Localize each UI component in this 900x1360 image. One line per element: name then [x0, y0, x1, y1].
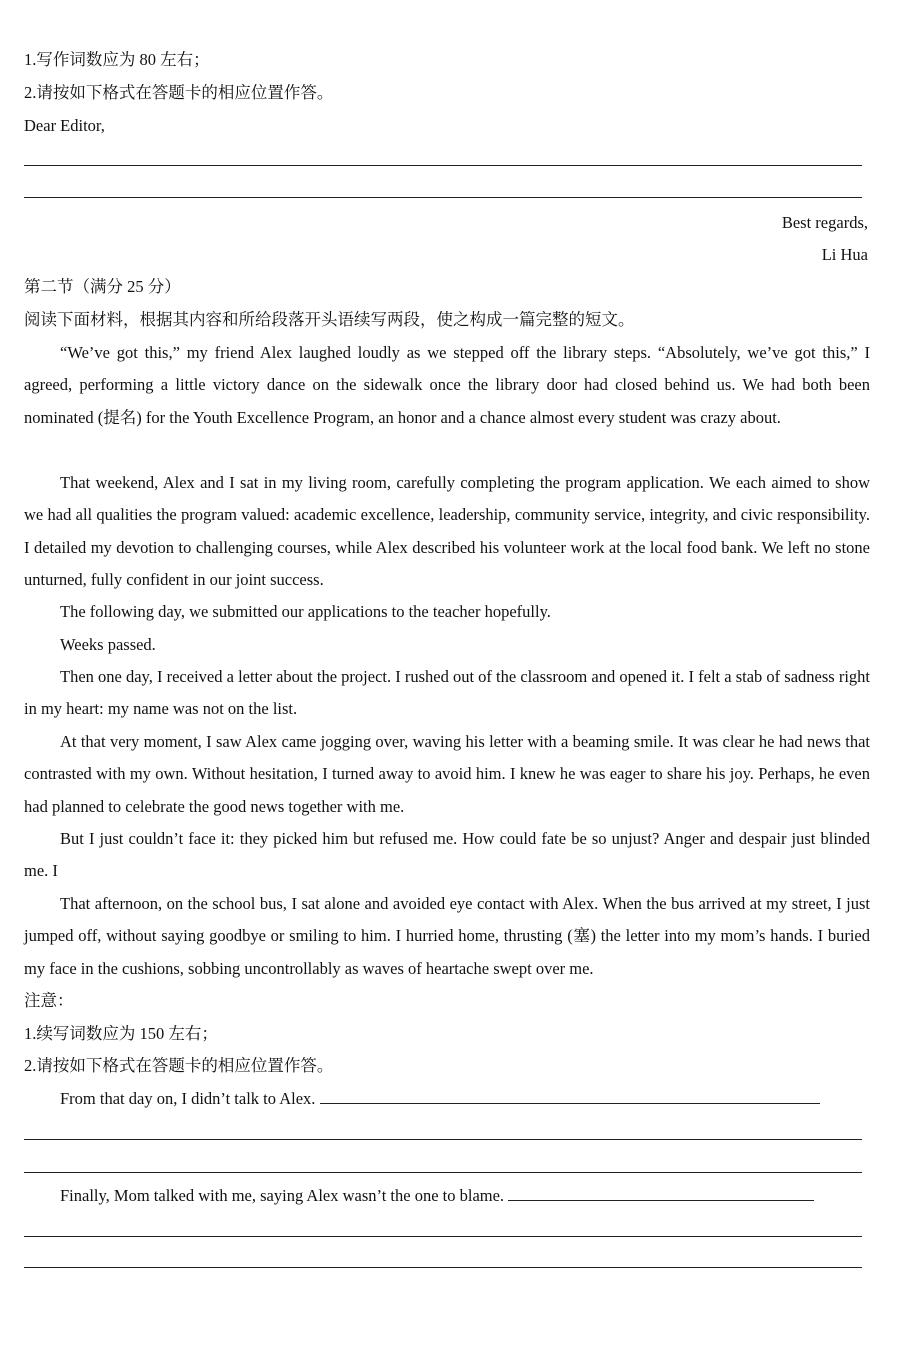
prompt-text: From that day on, I didn’t talk to Alex. [60, 1089, 316, 1108]
notice-word-count: 1.续写词数应为 150 左右； [24, 1024, 218, 1043]
answer-blank[interactable] [508, 1186, 814, 1201]
section-instruction: 阅读下面材料，根据其内容和所给段落开头语续写两段，使之构成一篇完整的短文。 [24, 310, 635, 329]
format-note: 2.请按如下格式在答题卡的相应位置作答。 [24, 83, 334, 102]
answer-line[interactable] [24, 1139, 862, 1140]
answer-line[interactable] [24, 1172, 862, 1173]
answer-line [24, 197, 862, 198]
story-paragraph: Then one day, I received a letter about the project. I rushed out of the classroom and opened it. I felt a stab of sadness right in my heart: my name was not on the list. [24, 667, 870, 719]
letter-closing: Best regards, [781, 213, 868, 232]
answer-line[interactable] [24, 1236, 862, 1237]
continuation-prompt-2 [60, 1185, 814, 1207]
notice-title: 注意： [24, 991, 74, 1010]
word-count-note: 1.写作词数应为 80 左右； [24, 50, 210, 69]
answer-line [24, 165, 862, 166]
letter-salutation: Dear Editor, [24, 116, 105, 135]
section-heading: 第二节（满分 25 分） [24, 277, 181, 296]
letter-signature: Li Hua [821, 245, 868, 264]
notice-format: 2.请按如下格式在答题卡的相应位置作答。 [24, 1056, 334, 1075]
story-paragraph: But I just couldn’t face it: they picked him but refused me. How could fate be so unjust? Anger and despair just blinded me. I [24, 829, 870, 881]
story-paragraph: That afternoon, on the school bus, I sat alone and avoided eye contact with Alex. When the bus arrived at my street, I just jumped off, without saying goodbye or smiling to him. I hurried home, thrusting (塞) the letter into my mom’s hands. I buried my face in the cushions, sobbing uncontrollably as waves of heartache swept over me. [24, 894, 870, 978]
answer-line[interactable] [24, 1267, 862, 1268]
continuation-prompt-1 [60, 1088, 820, 1110]
prompt-text: Finally, Mom talked with me, saying Alex wasn’t the one to blame. [60, 1186, 505, 1205]
story-paragraph: The following day, we submitted our applications to the teacher hopefully. [60, 602, 551, 621]
story-paragraph: Weeks passed. [60, 635, 156, 654]
story-paragraph: “We’ve got this,” my friend Alex laughed loudly as we stepped off the library steps. “Absolutely, we’ve got this,” I agreed, performing a little victory dance on the sidewalk once the library door had closed behind us. We had both been nominated (提名) for the Youth Excellence Program, an honor and a chance almost every student was crazy about. [24, 343, 870, 427]
answer-blank[interactable] [320, 1089, 820, 1104]
story-paragraph: That weekend, Alex and I sat in my living room, carefully completing the program application. We each aimed to show we had all qualities the program valued: academic excellence, leadership, community service, integrity, and civic responsibility. I detailed my devotion to challenging courses, while Alex described his volunteer work at the local food bank. We left no stone unturned, fully confident in our joint success. [24, 473, 870, 590]
story-paragraph: At that very moment, I saw Alex came jogging over, waving his letter with a beaming smile. It was clear he had news that contrasted with my own. Without hesitation, I turned away to avoid him. I knew he was eager to share his joy. Perhaps, he even had planned to celebrate the good news together with me. [24, 732, 870, 816]
